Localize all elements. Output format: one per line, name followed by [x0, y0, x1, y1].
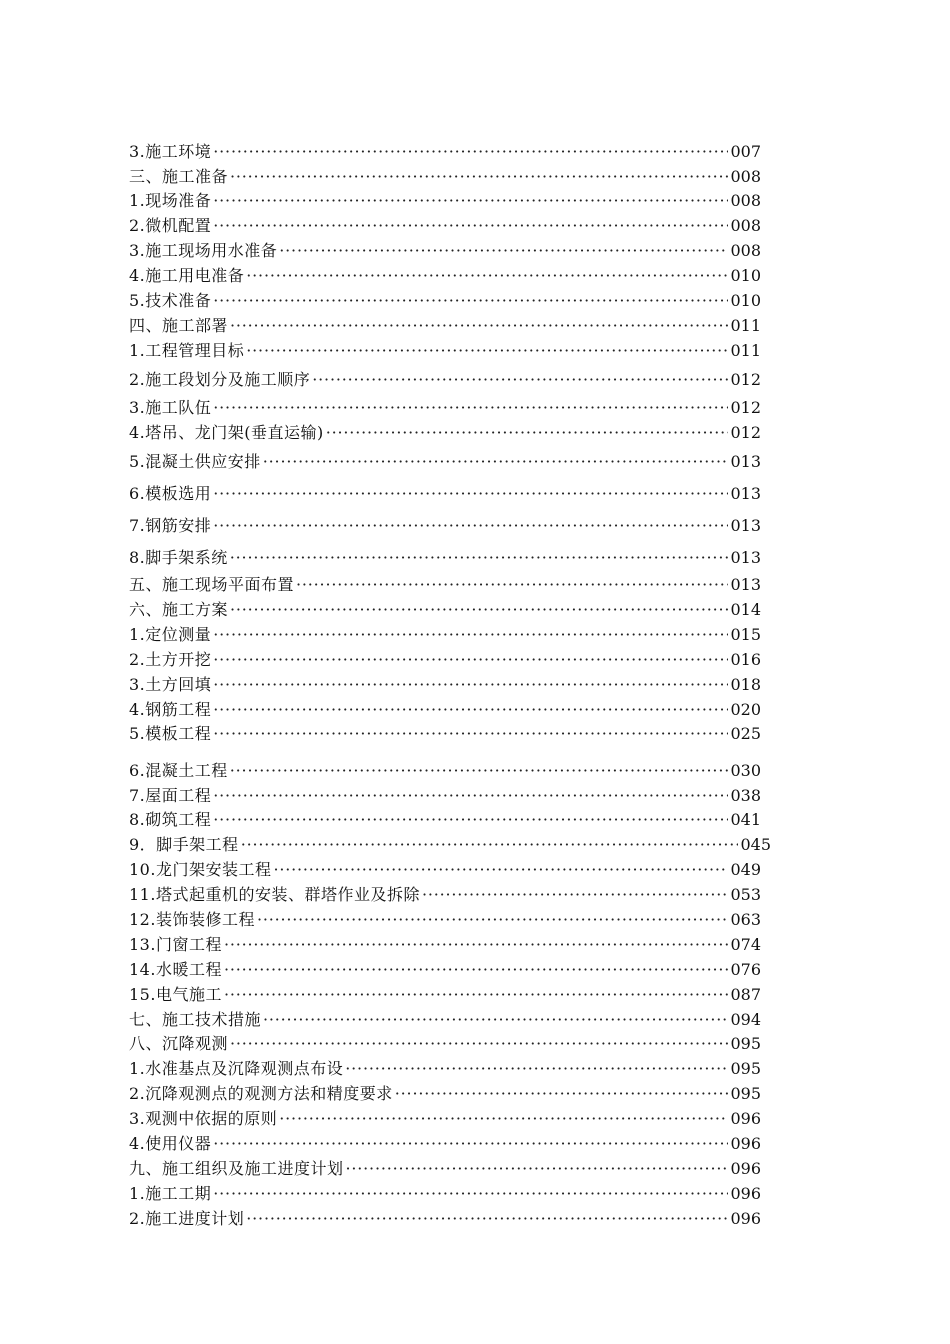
toc-entry-page: 063	[730, 910, 761, 929]
toc-entry	[129, 450, 761, 472]
toc-entry	[129, 958, 761, 980]
toc-entry-page: 013	[730, 484, 761, 503]
toc-entry-page: 010	[730, 266, 761, 285]
toc-entry-label: 4.施工用电准备	[129, 266, 245, 285]
toc-entry-page: 020	[730, 700, 761, 719]
toc-entry	[129, 722, 761, 744]
toc-leader-dots	[326, 423, 729, 443]
toc-entry	[129, 598, 761, 620]
toc-leader-dots	[224, 960, 729, 980]
toc-entry-label: 4.钢筋工程	[129, 700, 212, 719]
toc-entry-label: 1.现场准备	[129, 191, 212, 210]
toc-leader-dots	[230, 1034, 728, 1054]
toc-entry-page: 096	[730, 1209, 761, 1228]
toc-entry	[129, 933, 761, 955]
toc-entry-label: 8.砌筑工程	[129, 810, 212, 829]
toc-entry	[129, 239, 761, 261]
toc-entry-label: 3.土方回填	[129, 675, 212, 694]
toc-entry	[129, 648, 761, 670]
toc-entry-label: 15.电气施工	[129, 985, 222, 1004]
toc-leader-dots	[230, 316, 728, 336]
toc-leader-dots	[213, 650, 728, 670]
toc-entry-page: 016	[730, 650, 761, 669]
toc-entry-label: 5.技术准备	[129, 291, 212, 310]
toc-entry-page: 076	[730, 960, 761, 979]
toc-entry-page: 011	[730, 316, 761, 335]
toc-entry-page: 018	[730, 675, 761, 694]
toc-leader-dots	[230, 167, 728, 187]
toc-leader-dots	[213, 1184, 728, 1204]
toc-entry-page: 025	[730, 724, 761, 743]
toc-entry-label: 1.施工工期	[129, 1184, 212, 1203]
toc-entry-label: 2.施工进度计划	[129, 1209, 245, 1228]
toc-leader-dots	[230, 761, 729, 781]
toc-entry	[129, 514, 761, 536]
toc-leader-dots	[213, 810, 728, 830]
toc-entry-label: 12.装饰装修工程	[129, 910, 255, 929]
toc-entry-page: 030	[730, 761, 761, 780]
toc-leader-dots	[213, 142, 728, 162]
toc-entry-label: 4.塔吊、龙门架(垂直运输)	[129, 423, 324, 442]
toc-entry-label: 2.沉降观测点的观测方法和精度要求	[129, 1084, 393, 1103]
toc-entry-label: 9．脚手架工程	[129, 835, 239, 854]
toc-leader-dots	[312, 370, 728, 390]
toc-entry-label: 10.龙门架安装工程	[129, 860, 272, 879]
toc-entry	[129, 1008, 761, 1030]
toc-entry-label: 5.混凝土供应安排	[129, 452, 261, 471]
toc-entry-label: 3.施工队伍	[129, 398, 212, 417]
toc-entry	[129, 396, 761, 418]
toc-entry-page: 074	[730, 935, 761, 954]
toc-entry	[129, 1132, 761, 1154]
toc-entry	[129, 858, 761, 880]
toc-entry-page: 096	[730, 1159, 761, 1178]
toc-entry	[129, 1082, 761, 1104]
toc-entry-page: 007	[730, 142, 761, 161]
toc-leader-dots	[257, 910, 729, 930]
toc-leader-dots	[213, 398, 728, 418]
toc-entry-page: 094	[730, 1010, 761, 1029]
toc-entry	[129, 368, 761, 390]
toc-leader-dots	[230, 548, 729, 568]
toc-entry-page: 012	[730, 398, 761, 417]
toc-leader-dots	[346, 1159, 729, 1179]
toc-entry-label: 3.观测中依据的原则	[129, 1109, 278, 1128]
toc-leader-dots	[213, 516, 728, 536]
toc-entry-page: 096	[730, 1134, 761, 1153]
toc-leader-dots	[213, 625, 728, 645]
toc-entry	[129, 1182, 761, 1204]
toc-entry	[129, 165, 761, 187]
toc-entry-page: 096	[730, 1109, 761, 1128]
toc-entry-page: 013	[730, 516, 761, 535]
toc-entry-label: 11.塔式起重机的安装、群塔作业及拆除	[129, 885, 420, 904]
toc-entry	[129, 314, 761, 336]
toc-leader-dots	[213, 700, 728, 720]
toc-leader-dots	[263, 452, 729, 472]
toc-entry-label: 六、施工方案	[129, 600, 229, 619]
toc-entry-label: 4.使用仪器	[129, 1134, 212, 1153]
toc-entry	[129, 1207, 761, 1229]
toc-entry-label: 5.模板工程	[129, 724, 212, 743]
toc-entry	[129, 140, 761, 162]
toc-leader-dots	[230, 600, 728, 620]
toc-entry-label: 3.施工现场用水准备	[129, 241, 278, 260]
toc-entry	[129, 833, 771, 855]
toc-entry-page: 011	[730, 341, 761, 360]
toc-leader-dots	[241, 835, 739, 855]
toc-leader-dots	[279, 1109, 728, 1129]
toc-entry	[129, 339, 761, 361]
toc-entry-page: 012	[730, 423, 761, 442]
toc-entry-page: 041	[730, 810, 761, 829]
toc-leader-dots	[246, 1209, 728, 1229]
toc-entry-label: 1.工程管理目标	[129, 341, 245, 360]
toc-entry	[129, 983, 761, 1005]
toc-entry-label: 八、沉降观测	[129, 1034, 229, 1053]
toc-entry	[129, 1057, 761, 1079]
toc-entry-label: 7.钢筋安排	[129, 516, 212, 535]
toc-entry	[129, 908, 761, 930]
toc-leader-dots	[213, 724, 728, 744]
toc-entry	[129, 698, 761, 720]
toc-leader-dots	[213, 484, 728, 504]
toc-entry-label: 7.屋面工程	[129, 786, 212, 805]
toc-entry	[129, 546, 761, 568]
toc-leader-dots	[263, 1010, 728, 1030]
toc-leader-dots	[224, 985, 729, 1005]
toc-entry-page: 045	[740, 835, 771, 854]
toc-leader-dots	[213, 786, 728, 806]
toc-entry	[129, 189, 761, 211]
toc-leader-dots	[213, 216, 728, 236]
toc-entry	[129, 573, 761, 595]
toc-entry-page: 008	[730, 191, 761, 210]
toc-leader-dots	[246, 341, 728, 361]
toc-entry-label: 6.模板选用	[129, 484, 212, 503]
toc-leader-dots	[213, 291, 728, 311]
toc-entry	[129, 264, 761, 286]
toc-leader-dots	[422, 885, 729, 905]
toc-entry-label: 8.脚手架系统	[129, 548, 228, 567]
toc-leader-dots	[246, 266, 728, 286]
toc-entry-page: 038	[730, 786, 761, 805]
toc-entry	[129, 1107, 761, 1129]
toc-entry-page: 013	[730, 575, 761, 594]
toc-entry	[129, 1032, 761, 1054]
toc-leader-dots	[296, 575, 728, 595]
toc-entry-label: 九、施工组织及施工进度计划	[129, 1159, 344, 1178]
toc-entry-page: 012	[730, 370, 761, 389]
toc-entry-label: 四、施工部署	[129, 316, 229, 335]
toc-entry-page: 008	[730, 216, 761, 235]
toc-leader-dots	[273, 860, 728, 880]
toc-entry	[129, 1157, 761, 1179]
toc-entry-label: 14.水暖工程	[129, 960, 222, 979]
toc-leader-dots	[213, 191, 728, 211]
toc-entry-page: 095	[730, 1059, 761, 1078]
toc-entry-label: 2.土方开挖	[129, 650, 212, 669]
toc-entry-label: 2.施工段划分及施工顺序	[129, 370, 311, 389]
toc-entry-page: 010	[730, 291, 761, 310]
toc-entry-label: 1.定位测量	[129, 625, 212, 644]
toc-entry-page: 087	[730, 985, 761, 1004]
toc-entry	[129, 673, 761, 695]
toc-entry-page: 096	[730, 1184, 761, 1203]
toc-entry-page: 013	[730, 452, 761, 471]
toc-entry	[129, 482, 761, 504]
toc-entry-label: 三、施工准备	[129, 167, 229, 186]
toc-leader-dots	[395, 1084, 729, 1104]
toc-entry-label: 3.施工环境	[129, 142, 212, 161]
toc-entry	[129, 289, 761, 311]
toc-leader-dots	[279, 241, 728, 261]
toc-entry	[129, 214, 761, 236]
toc-entry-page: 014	[730, 600, 761, 619]
toc-entry-page: 095	[730, 1034, 761, 1053]
toc-entry	[129, 784, 761, 806]
toc-entry	[129, 623, 761, 645]
toc-entry-page: 053	[730, 885, 761, 904]
toc-entry-page: 015	[730, 625, 761, 644]
toc-entry-label: 1.水准基点及沉降观测点布设	[129, 1059, 344, 1078]
toc-entry-page: 013	[730, 548, 761, 567]
toc-entry-label: 6.混凝土工程	[129, 761, 228, 780]
toc-entry-label: 2.微机配置	[129, 216, 212, 235]
toc-entry-page: 008	[730, 241, 761, 260]
toc-entry-page: 095	[730, 1084, 761, 1103]
toc-entry	[129, 421, 761, 443]
toc-entry-page: 008	[730, 167, 761, 186]
toc-entry-page: 049	[730, 860, 761, 879]
toc-entry	[129, 759, 761, 781]
toc-leader-dots	[213, 1134, 728, 1154]
toc-leader-dots	[224, 935, 729, 955]
toc-entry-label: 五、施工现场平面布置	[129, 575, 295, 594]
toc-entry	[129, 883, 761, 905]
toc-entry-label: 13.门窗工程	[129, 935, 222, 954]
toc-entry-label: 七、施工技术措施	[129, 1010, 262, 1029]
toc-leader-dots	[213, 675, 728, 695]
toc-leader-dots	[345, 1059, 728, 1079]
toc-entry	[129, 808, 761, 830]
